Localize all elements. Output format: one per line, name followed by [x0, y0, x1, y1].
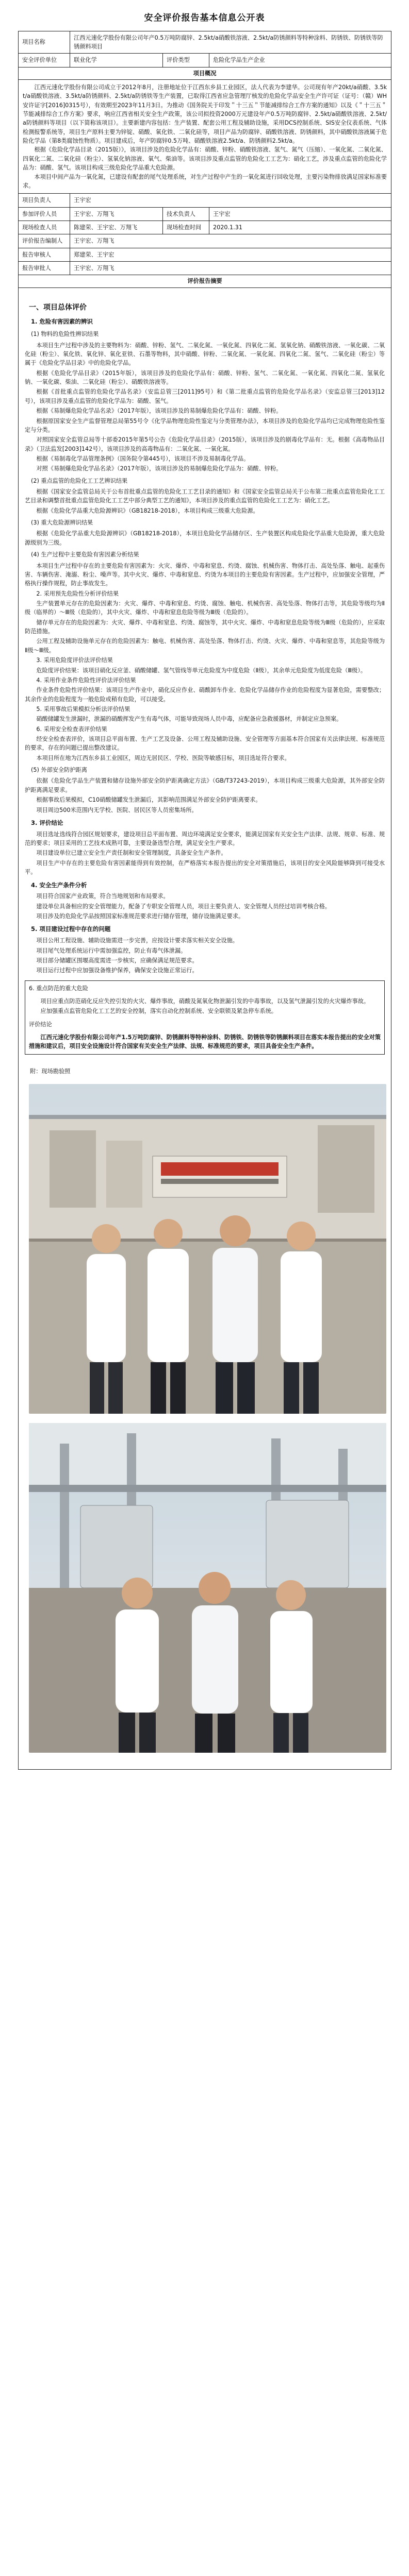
participants-value: 王宇宏、万翔飞 [70, 207, 163, 221]
row-approve [19, 262, 391, 275]
s1-1-title: (1) 物料的危险性辨识结果 [31, 331, 99, 338]
overview-paragraph-3: 本项目中间产品为一氧化氮，已建设有配套的尾气处理系统，对生产过程中产生的一氧化氮进行回收处理，主要污染物排放满足国家标准要求。 [23, 173, 387, 189]
s1-4-p9: 作业条件危险性评价结果：该项目生产作业中，硝化反应作业、硝酸卸车作业、危险化学品储存作业的危险程度为显著危险，需要整改；其余作业的危险程度为一般危险或稍有危险，可以接受。 [25, 687, 385, 703]
row-result-heading [19, 275, 391, 287]
s1-1-p4: 根据《易制爆危险化学品名录》（2017年版），该项目涉及的易制爆危险化学品有：硝酸、锌粉。 [36, 408, 282, 415]
s1-4-p8: 4. 采用作业条件危险性评价法评价结果 [36, 676, 136, 684]
s5-p1: 项目应重点防范硝化反应失控引发的火灾、爆炸事故，硝酸及氮氧化物泄漏引发的中毒事故，以及氢气泄漏引发的火灾爆炸事故。 [40, 998, 370, 1005]
s1-4-p13: 经安全检查表评价，该项目总平面布置、生产工艺及设备、公用工程及辅助设施、安全管理等方面基本符合国家有关法律法规、标准规范的要求，存在的问题已提出整改建议。 [25, 736, 385, 752]
participants-label: 参加评价人员 [19, 207, 70, 221]
s1-2-p1: 根据《国家安全监管总局关于公布首批重点监管的危险化工工艺目录的通知》和《国家安全监管总局关于公布第二批重点监管危险化工工艺目录和调整首批重点监管危险化工工艺中部分典型工艺的通知》，本项目涉及的重点监管的危险化工工艺为：硝化工艺。 [25, 488, 385, 504]
s1-1-p5: 根据原国家安全生产监督管理总局第55号令《化学品物理危险性鉴定与分类管理办法》，本项目涉及的危险化学品均已完成物理危险性鉴定与分类。 [25, 417, 385, 433]
s1-2-p2: 根据《危险化学品重大危险源辨识》（GB18218-2018），本项目构成三级重大危险源。 [36, 507, 259, 514]
s5-p2: 应加强重点监管危险化工工艺的安全控制，落实自动化控制系统、安全联锁及紧急停车系统。 [40, 1008, 277, 1015]
s1-5-title: (5) 外部安全防护距离 [31, 767, 87, 774]
approve-value: 王宇宏、万翔飞 [70, 262, 391, 275]
review-value: 郑建荣、王宇宏 [70, 248, 391, 261]
s1-4-title: (4) 生产过程中主要危险有害因素分析结果 [31, 551, 139, 558]
staff-value: 陈建荣、王宇宏、万翔飞 [70, 221, 163, 234]
unit-value: 联业化学 [70, 54, 163, 67]
row-staff [19, 221, 391, 234]
row-participants [19, 207, 391, 221]
conclusion-text: 江西元速化学股份有限公司年产1.5万吨防腐锌、防锈颜料等特种涂料、防锈铁、防锈铁等防锈颜料项目在落实本报告提出的安全对策措施和建议后，项目安全设施设计符合国家有关安全生产法律、法规、标准规范的要求，项目具备安全生产条件。 [29, 1034, 381, 1050]
row-unit [19, 54, 391, 67]
staff-date-label: 现场检查时间 [163, 221, 209, 234]
conclusion-cell [25, 980, 385, 1054]
s4-p1: 项目公用工程设施、辅助设施需进一步完善，应按设计要求落实相关安全设施。 [36, 937, 238, 944]
s1-1-p8: 对照《易制爆危险化学品名录》（2017年版），该项目涉及的易制爆危险化学品为：硝酸、锌粉。 [36, 465, 282, 472]
s1-4-p11: 硝酸储罐发生泄漏时，泄漏的硝酸挥发产生有毒气体，可能导致现场人员中毒，应配备应急救援器材，并制定应急预案。 [36, 716, 342, 723]
s2-title: 3. 评价结论 [31, 819, 63, 826]
s1-4-p2: 2. 采用预先危险性分析评价结果 [36, 590, 119, 597]
conclusion-title: 评价结论 [29, 1021, 52, 1028]
tech-label: 技术负责人 [163, 207, 209, 221]
type-value: 危险化学品生产企业 [209, 54, 391, 67]
row-review [19, 248, 391, 261]
s1-1-p3: 根据《首批重点监管的危险化学品名录》（安监总管三[2011]95号）和《第二批重点监管的危险化学品名录》（安监总管三[2013]12号），该项目涉及重点监管的危险化学品为：硝酸、氢气。 [25, 388, 385, 404]
project-name-label: 项目名称 [19, 31, 70, 54]
row-overview-body [19, 79, 391, 193]
type-label: 评价类型 [163, 54, 209, 67]
report-label: 评价报告编制人 [19, 234, 70, 248]
overview-body [19, 79, 391, 193]
overview-paragraph-1: 江西元速化学股份有限公司成立于2012年8月，注册地址位于江西东乡县工业园区，法人代表为李建华。公司现有年产20kt/a硝酸、3.5kt/a硝酸铁溶液、3.5kt/a防锈颜料、2.5kt/a防锈铁等生产装置，已取得江西省应急管理厅核发的危险化学品安全生产许可证（证号：（赣）WH安许证字[2016]0315号），有效期至2023年11月3日。为推动《国务院关于印发＂十三五＂节能减排综合工作方案的通知》以及《＂十三五＂节能减排综合工作方案》要求，响应江西省相关安全生产政策，该公司拟投资2000万元建设年产0.5万吨防腐锌、2.5kt/a硝酸铁溶液、2.5kt/a防锈颜料等项目（以下简称该项目）。主要新建内容包括：生产装置、配套公用工程及辅助设施，采用DCS控制系统、SIS安全仪表系统、气体检测报警系统等，项目生产原料主要为锌锭、硝酸、氧化铁、二氧化硅等，项目产品为防腐锌、硝酸铁溶液、防锈颜料，其中硝酸铁溶液属于危险化学品（第8类腐蚀性物质）。项目建成后，年产防腐锌0.5万吨、硝酸铁溶液2.5kt/a、防锈颜料2.5kt/a。 [23, 83, 387, 145]
site-photo-1 [29, 1084, 386, 1414]
project-name-value: 江西元速化学股份有限公司年产0.5万吨防腐锌、2.5kt/a硝酸铁溶液、2.5kt/a防锈颜料等特种涂料、防锈铁、防锈铁等防锈颜料项目 [70, 31, 391, 54]
s2-p2: 项目建设单位已建立安全生产责任制和安全管理制度，具备安全生产条件。 [36, 850, 227, 857]
s3-title: 4. 安全生产条件分析 [31, 881, 87, 889]
tech-value: 王宇宏 [209, 207, 391, 221]
row-project-name [19, 31, 391, 54]
manager-label: 项目负责人 [19, 194, 70, 207]
s4-p3: 项目部分储罐区围堰高度需进一步核实，应确保满足规范要求。 [36, 957, 198, 964]
s1-5-p1: 依据《危险化学品生产装置和储存设施外部安全防护距离确定方法》（GB/T37243-2019），本项目构成三级重大危险源，其外部安全防护距离满足要求。 [25, 777, 385, 793]
s2-p1: 项目选址选线符合园区规划要求，建设项目总平面布置、周边环境满足安全要求，能满足国家有关安全生产法律、法规、规章、标准、规范的要求；项目采用的工艺技术成熟可靠，主要设备选型合理，满足安全生产要求。 [25, 831, 385, 847]
row-report [19, 234, 391, 248]
review-label: 报告审核人 [19, 248, 70, 261]
approve-label: 报告审批人 [19, 262, 70, 275]
s1-5-p2: 根据事故后果模拟，C10硝酸储罐发生泄漏后，其影响范围满足外部安全防护距离要求。 [36, 796, 261, 804]
s1-1-p1: 本项目生产过程中涉及的主要物料为：硝酸、锌粉、氢气、二氧化氮、一氧化氮、四氧化二氮、氢氧化钠、硝酸铁溶液、一氧化碳、二氧化硅（粉尘）、氧化铁、氧化锌、氧化亚铁、石墨等物料，其中硝酸、锌粉、二氧化氮、一氧化氮、四氧化二氮、氢气、二氧化硅（粉尘）等属于《危险化学品目录》中的危险化学品。 [25, 342, 385, 367]
report-value: 王宇宏、万翔飞 [70, 234, 391, 248]
overview-paragraph-2: 根据《危险化学品目录（2015版）》，该项目涉及的危险化学品有：硝酸、锌粉、硝酸铁溶液、氢气、氮气（压缩）、一氧化氮、二氧化氮、四氧化二氮、二氧化硅（粉尘）、氢氧化钠溶液、氧气、柴油等。该项目涉及重点监管的危险化工工艺为：硝化工艺，涉及重点监管的危险化学品为：硝酸、氢气。该项目构成三级危险化学品重大危险源。 [23, 146, 387, 172]
s1-4-p4: 储存单元存在的危险因素为：火灾、爆炸、中毒和窒息、灼烫、腐蚀等，其中火灾、爆炸、中毒和窒息危险等级为Ⅲ级（危险的），应采取防范措施。 [25, 619, 385, 635]
s1-4-p3: 生产装置单元存在的危险因素为：火灾、爆炸、中毒和窒息、灼烫、腐蚀、触电、机械伤害、高处坠落、物体打击等，其危险等级均为Ⅱ级（临界的）～Ⅲ级（危险的），其中火灾、爆炸、中毒和窒息危险等级为Ⅲ级（危险的）。 [25, 600, 385, 616]
s1-4-p14: 本项目所在地为江西东乡县工业园区，周边无居民区、学校、医院等敏感目标，项目选址符合要求。 [36, 754, 290, 761]
s3-p2: 建设单位具备相应的安全管理能力，配备了专职安全管理人员，项目主要负责人、安全管理人员经过培训考核合格。 [36, 903, 331, 910]
conclusion-box [25, 980, 385, 1055]
result-body [19, 287, 391, 1769]
photo-caption: 附：现场勘验照 [30, 1067, 71, 1075]
s4-p2: 项目尾气处理系统运行中需加强监控，防止有毒气体泄漏。 [36, 947, 187, 954]
s4-p4: 项目运行过程中应加强设备维护保养，确保安全设施正常运行。 [36, 967, 198, 974]
part1-title: 一、项目总体评价 [29, 303, 87, 312]
result-heading: 评价报告摘要 [19, 275, 391, 287]
staff-date-value: 2020.1.31 [209, 221, 391, 234]
manager-value: 王宇宏 [70, 194, 391, 207]
s1-4-p10: 5. 采用事故后果模拟分析法评价结果 [36, 705, 130, 713]
site-photo-2-image [29, 1423, 386, 1753]
basic-info-table [18, 31, 391, 1770]
s3-p1: 项目符合国家产业政策，符合当地规划和布局要求。 [36, 893, 169, 900]
s1-1-p7: 根据《易制毒化学品管理条例》（国务院令第445号），该项目不涉及易制毒化学品。 [36, 455, 250, 462]
s5-title: 6. 重点防范的重大危险 [29, 985, 88, 992]
s1-1-p6: 对照国家安全监管总局等十部委2015年第5号公告《危险化学品目录》（2015版），该项目涉及的剧毒化学品有：无。根据《高毒物品目录》（卫法监发[2003]142号），该项目涉及的高毒物品有：二氧化氮、一氧化氮。 [25, 436, 385, 452]
s1-4-p12: 6. 采用安全检查表评价结果 [36, 725, 107, 733]
s1-4-p7: 危险度评价结果：该项目硝化反应釜、硝酸储罐、氢气管线等单元危险度为中度危险（Ⅱ级），其余单元危险度为低度危险（Ⅲ级）。 [36, 667, 367, 674]
site-photo-1-image [29, 1084, 386, 1414]
s1-1-p2: 根据《危险化学品目录》（2015年版），该项目涉及的危险化学品有：硝酸、锌粉、氢气、二氧化氮、一氧化氮、四氧化二氮、氢氧化钠、一氧化碳、柴油、二氧化硅（粉尘）、硝酸铁溶液等。 [25, 369, 385, 386]
row-result-body [19, 287, 391, 1769]
s1-4-p5: 公用工程及辅助设施单元存在的危险因素为：触电、机械伤害、高处坠落、物体打击、灼烫、火灾、爆炸、中毒和窒息等，其危险等级为Ⅱ级～Ⅲ级。 [25, 638, 385, 654]
site-photo-2 [29, 1423, 386, 1753]
s1-title: 1. 危险有害因素的辨识 [31, 318, 93, 326]
unit-label: 安全评价单位 [19, 54, 70, 67]
s4-title: 5. 项目建设过程中存在的问题 [31, 925, 111, 933]
row-manager [19, 194, 391, 207]
s3-p3: 项目涉及的危险化学品按照国家标准规范要求进行储存管理，储存设施满足要求。 [36, 913, 244, 920]
overview-heading: 项目概况 [19, 67, 391, 79]
s1-2-title: (2) 重点监管的危险化工工艺辨识结果 [31, 477, 128, 484]
s1-4-p1: 本项目生产过程中存在的主要危险有害因素为：火灾、爆炸、中毒和窒息、灼烫、腐蚀、机械伤害、物体打击、高处坠落、触电、起重伤害、车辆伤害、淹溺、粉尘、噪声等。其中火灾、爆炸、中毒和窒息、灼烫为本项目的主要危险有害因素。生产过程中，应加强安全管理，严格执行操作规程，防止事故发生。 [25, 562, 385, 587]
s1-5-p3: 项目周边500米范围内无学校、医院、居民区等人员密集场所。 [36, 806, 198, 814]
s1-3-title: (3) 重大危险源辨识结果 [31, 519, 93, 527]
document-title: 安全评价报告基本信息公开表 [144, 13, 265, 23]
s1-4-p6: 3. 采用危险度评价法评价结果 [36, 657, 113, 664]
staff-label: 现场检查人员 [19, 221, 70, 234]
s2-p3: 项目生产中存在的主要危险有害因素能得到有效控制，在严格落实本报告提出的安全对策措施后，该项目的安全风险能够降到可接受水平。 [25, 859, 385, 876]
s1-3-p1: 根据《危险化学品重大危险源辨识》（GB18218-2018），本项目危险化学品储存区、生产装置区构成危险化学品重大危险源，重大危险源级别为三级。 [25, 530, 385, 546]
row-overview-heading [19, 67, 391, 79]
